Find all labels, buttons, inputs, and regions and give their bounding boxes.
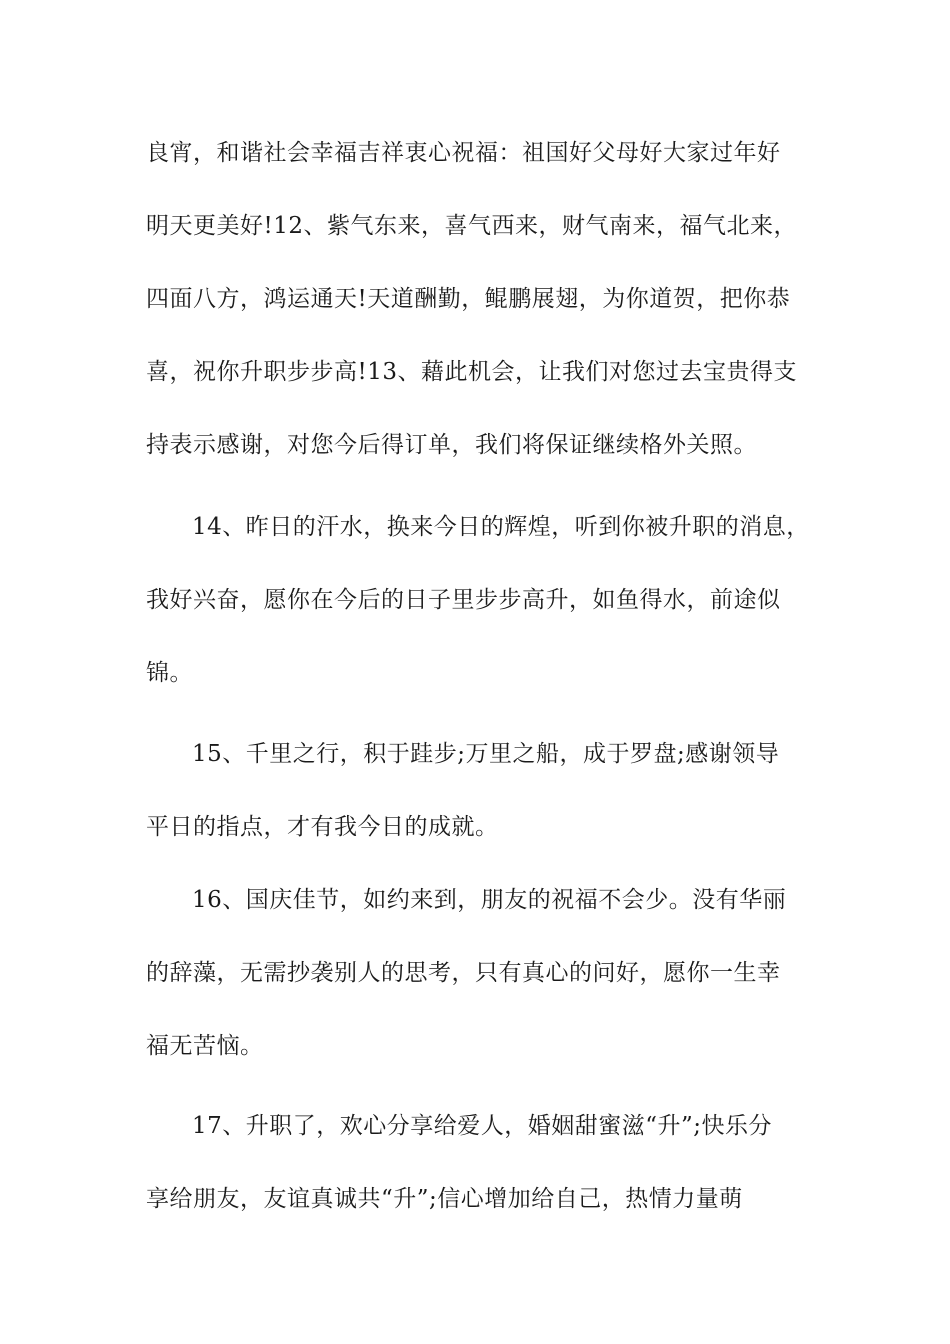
paragraph-15-line: 15、千里之行，积于跬步;万里之船，成于罗盘;感谢领导 bbox=[192, 741, 780, 767]
text-line: 锦。 bbox=[146, 660, 193, 686]
text-line: 我好兴奋，愿你在今后的日子里步步高升，如鱼得水，前途似 bbox=[146, 587, 781, 613]
text-line: 明天更美好!12、紫气东来，喜气西来，财气南来，福气北来， bbox=[146, 213, 798, 239]
text-line: 享给朋友，友谊真诚共“升”;信心增加给自己，热情力量萌 bbox=[146, 1186, 743, 1212]
text-line: 四面八方，鸿运通天!天道酬勤，鲲鹏展翅，为你道贺，把你恭 bbox=[146, 286, 791, 312]
text-line: 的辞藻，无需抄袭别人的思考，只有真心的问好，愿你一生幸 bbox=[146, 960, 781, 986]
paragraph-16-line: 16、国庆佳节，如约来到，朋友的祝福不会少。没有华丽 bbox=[192, 887, 787, 913]
paragraph-14-line: 14、昨日的汗水，换来今日的辉煌，听到你被升职的消息， bbox=[192, 514, 810, 540]
text-line: 喜，祝你升职步步高!13、藉此机会，让我们对您过去宝贵得支 bbox=[146, 359, 798, 385]
paragraph-17-line: 17、升职了，欢心分享给爱人，婚姻甜蜜滋“升”;快乐分 bbox=[192, 1113, 773, 1139]
text-line: 良宵，和谐社会幸福吉祥衷心祝福：祖国好父母好大家过年好 bbox=[146, 140, 781, 166]
text-line: 持表示感谢，对您今后得订单，我们将保证继续格外关照。 bbox=[146, 432, 757, 458]
text-line: 平日的指点，才有我今日的成就。 bbox=[146, 814, 499, 840]
text-line: 福无苦恼。 bbox=[146, 1033, 264, 1059]
